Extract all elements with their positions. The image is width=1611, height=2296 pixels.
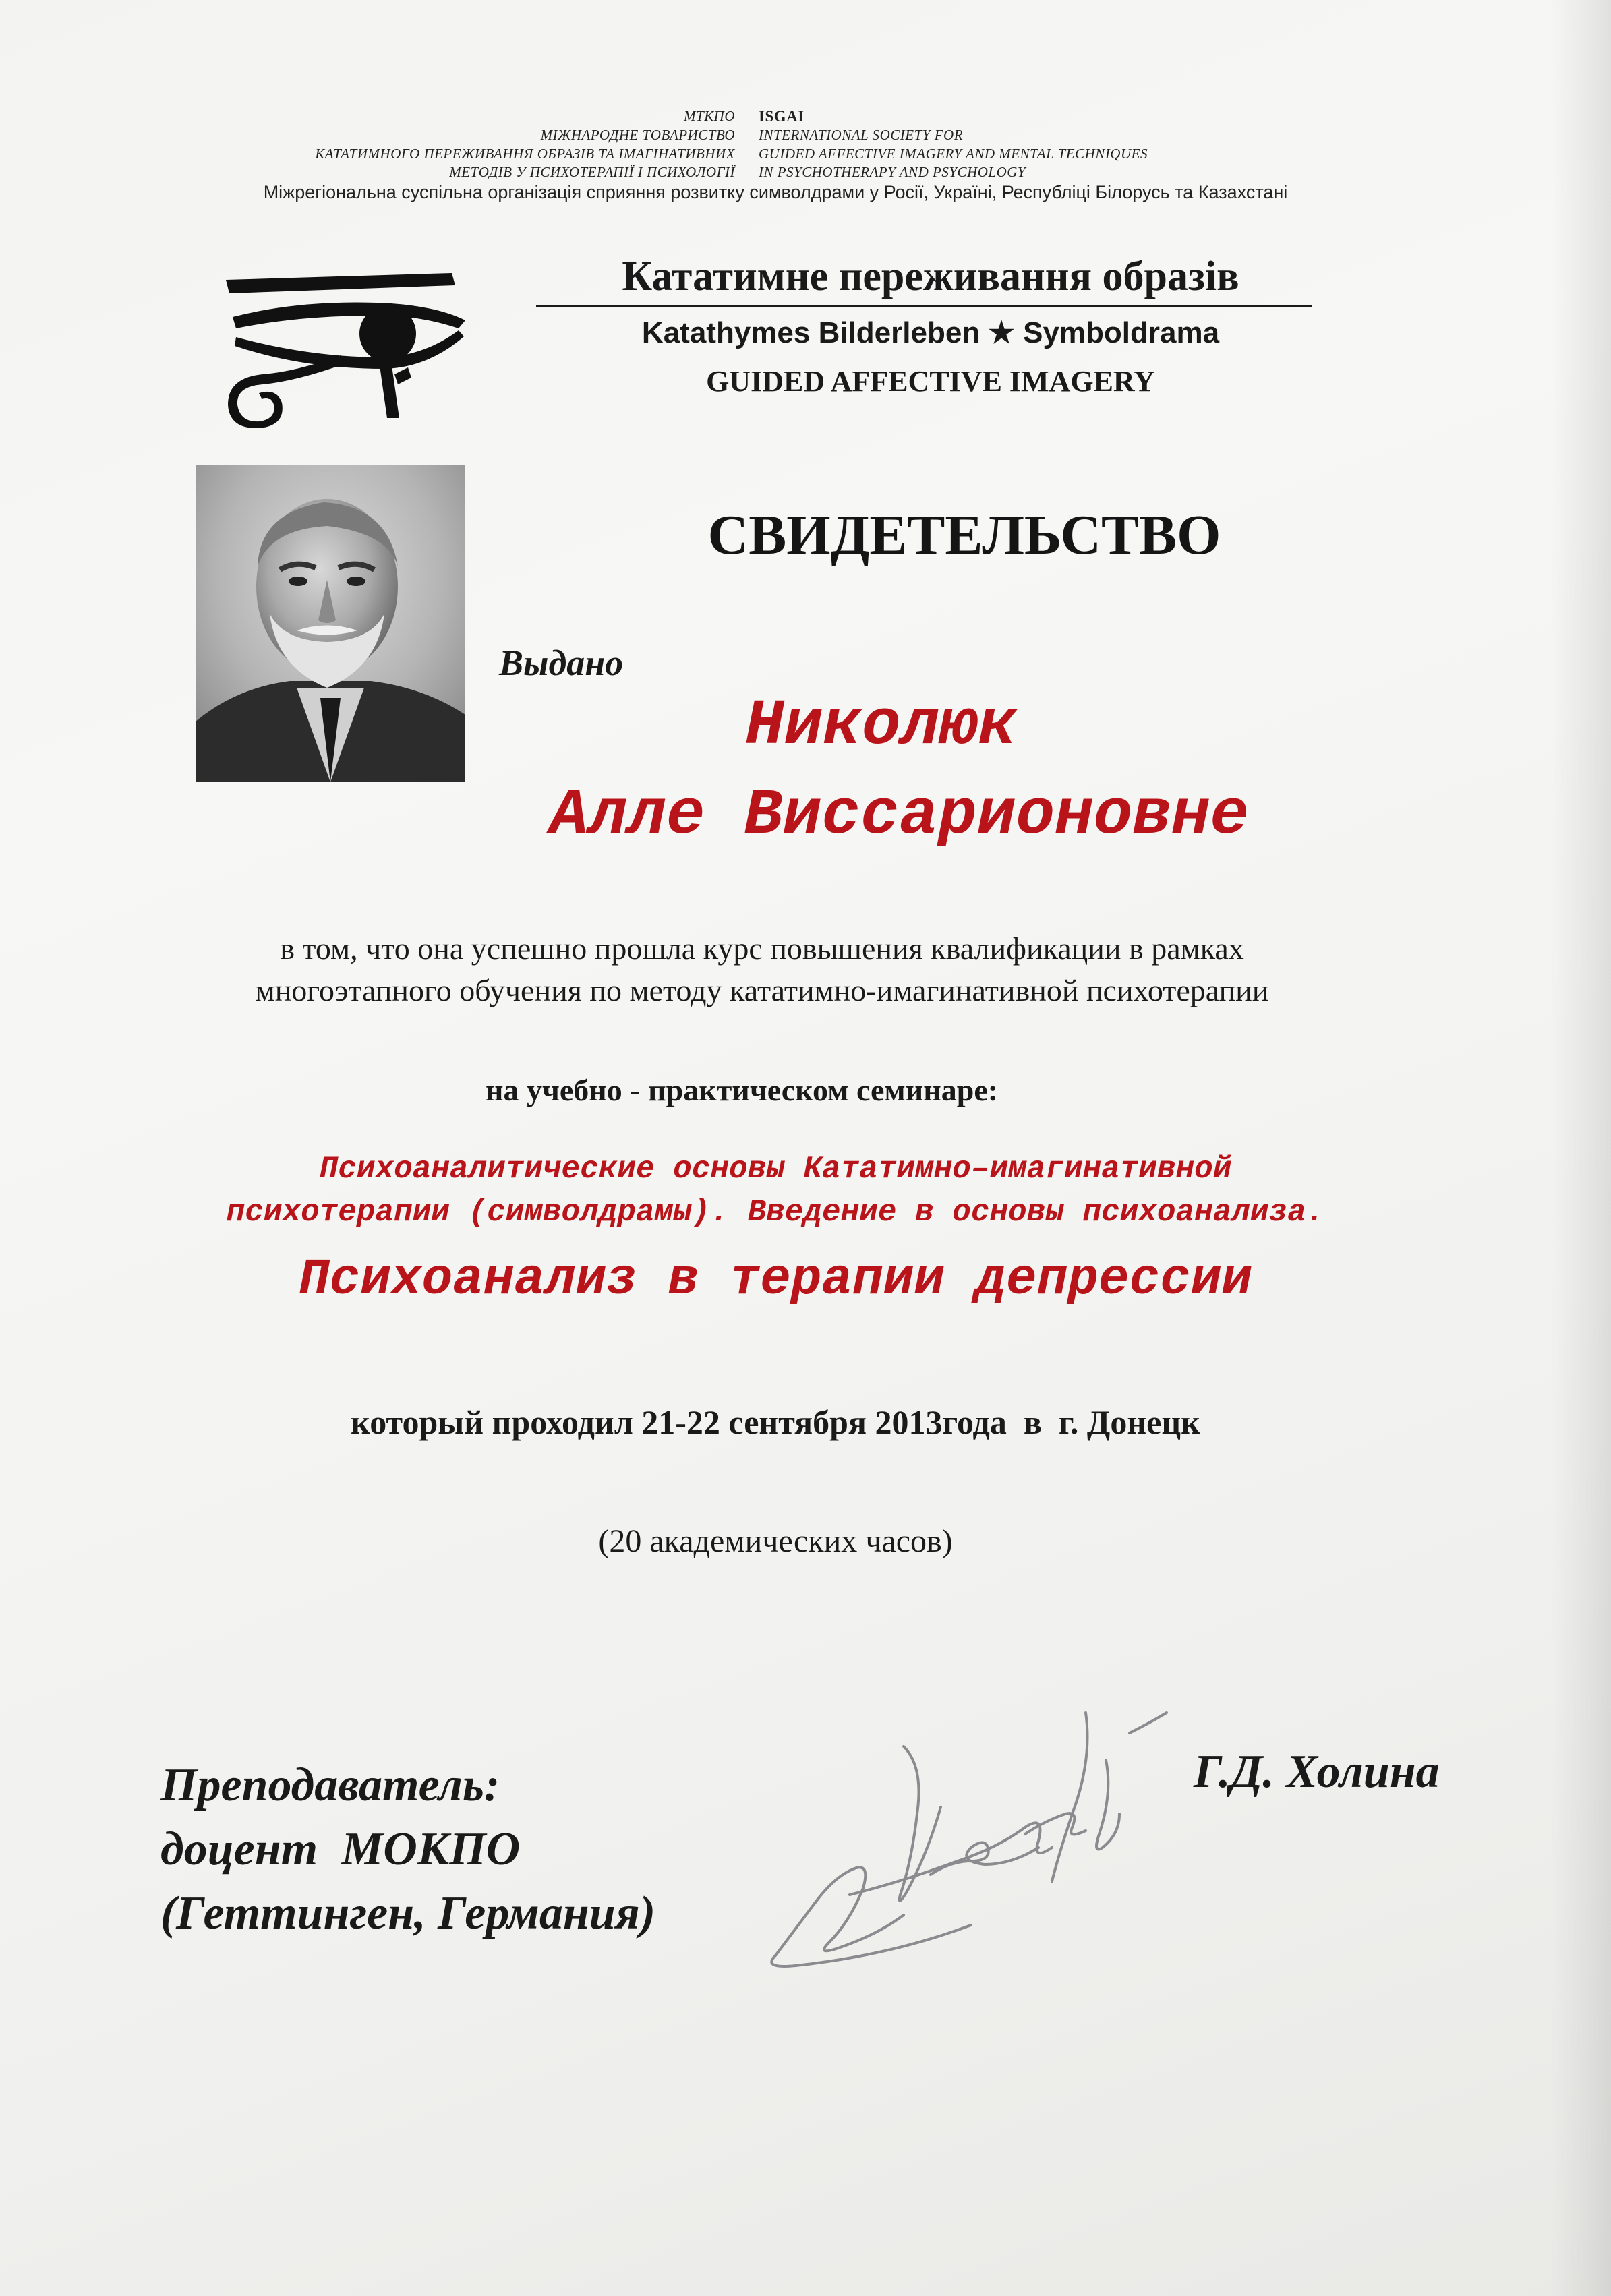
body-line-2: многоэтапного обучения по методу кататимно-имагинативной психотерапии [255, 973, 1269, 1007]
header-right-line-1: ISGAI [759, 108, 804, 125]
certificate-title: СВИДЕТЕЛЬСТВО [707, 504, 1221, 566]
portrait-drawing [196, 465, 465, 782]
header-right-line-2: INTERNATIONAL SOCIETY FOR [759, 127, 964, 143]
paper-shadow-edge [1550, 0, 1611, 2296]
header-left-line-2: МІЖНАРОДНЕ ТОВАРИСТВО [540, 127, 735, 143]
signer-name: Г.Д. Холина [1194, 1746, 1440, 1798]
teacher-position: доцент МОКПО [160, 1823, 521, 1875]
seminar-topic-main: Психоанализ в терапии депрессии [299, 1251, 1252, 1309]
teacher-label: Преподаватель: [160, 1759, 500, 1811]
recipient-first-patronymic: Алле Виссарионовне [550, 779, 1249, 852]
logo-title: Кататимне переживання образів [622, 254, 1239, 299]
header-left-line-3: КАТАТИМНОГО ПЕРЕЖИВАННЯ ОБРАЗІВ ТА ІМАГІНАТИВНИХ [315, 146, 735, 162]
header-org-line: Міжрегіональна суспільна організація сприяння розвитку символдрами у Росії, Україні, Республіці Білорусь та Казахстані [263, 182, 1288, 202]
body-line-1: в том, что она успешно прошла курс повышения квалификации в рамках [280, 931, 1244, 966]
seminar-topic-line-1: Психоаналитические основы Кататимно–имагинативной [319, 1152, 1232, 1187]
seminar-topic-line-2: психотерапии (символдрамы). Введение в основы психоанализа. [226, 1195, 1325, 1230]
seminar-dates-location: который проходил 21-22 сентября 2013года в г. Донецк [351, 1403, 1200, 1441]
logo-title-underline [536, 305, 1312, 307]
teacher-affiliation: (Геттинген, Германия) [160, 1887, 656, 1939]
seminar-label: на учебно - практическом семинаре: [485, 1073, 999, 1107]
header-right-line-3: GUIDED AFFECTIVE IMAGERY AND MENTAL TECHNIQUES [759, 146, 1148, 162]
header-left-line-4: МЕТОДІВ У ПСИХОТЕРАПІЇ І ПСИХОЛОГІЇ [449, 164, 735, 180]
portrait-photo [196, 465, 465, 782]
header-left-line-1: МТКПО [684, 108, 735, 124]
handwritten-signature [755, 1659, 1173, 1982]
academic-hours: (20 академических часов) [598, 1523, 953, 1559]
issued-label: Выдано [499, 643, 624, 683]
header-right-line-4: IN PSYCHOTHERAPY AND PSYCHOLOGY [759, 164, 1026, 180]
recipient-surname: Николюк [745, 689, 1018, 763]
logo-subtitle-1: Katathymes Bilderleben ★ Symboldrama [641, 316, 1220, 349]
logo-subtitle-2: GUIDED AFFECTIVE IMAGERY [706, 365, 1155, 398]
eye-of-horus-icon [223, 266, 479, 428]
